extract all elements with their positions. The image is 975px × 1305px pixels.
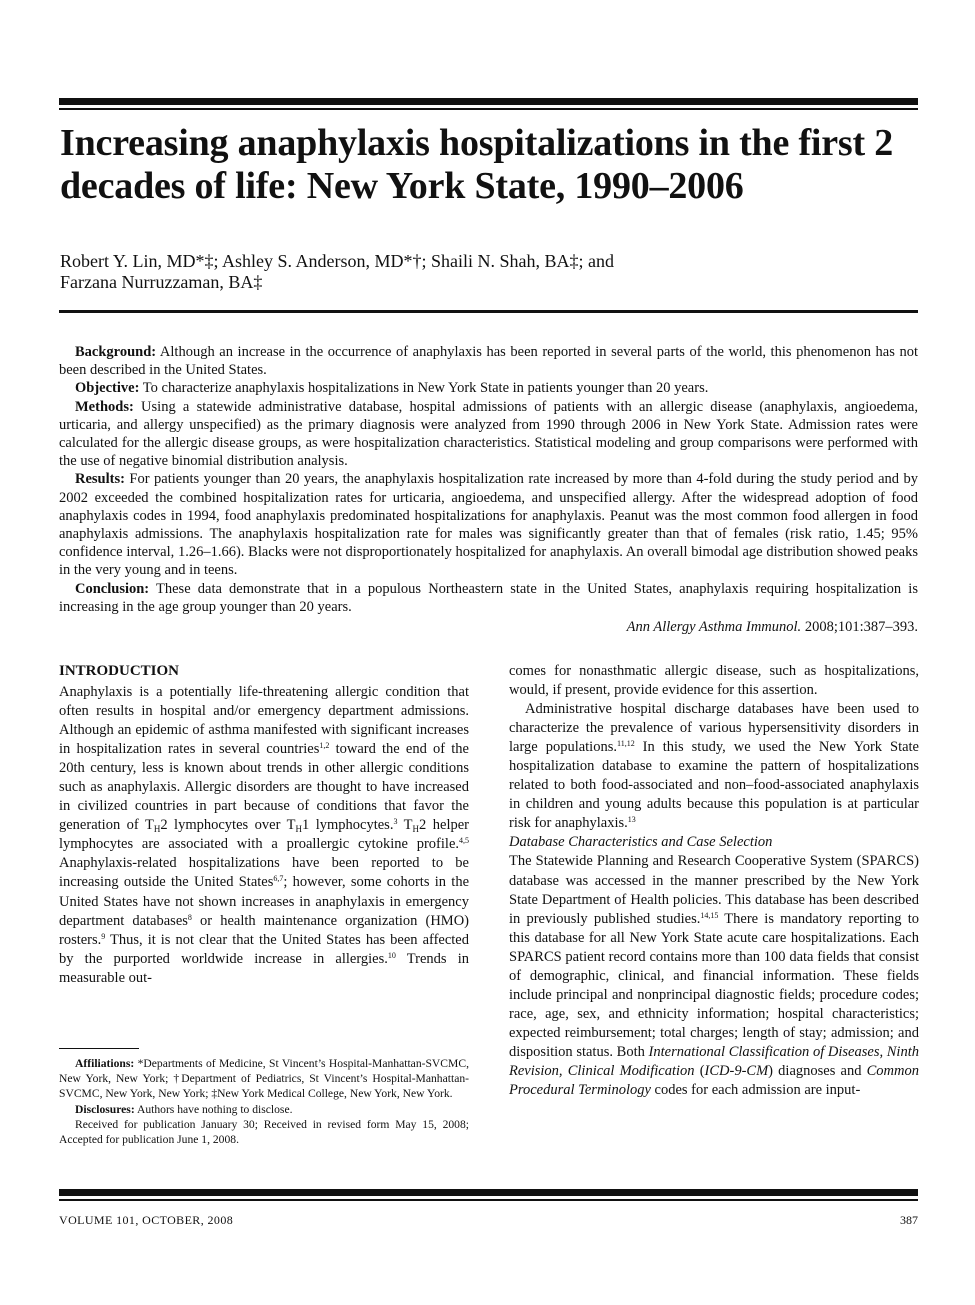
intro-text: toward the end of the 20th century, less is known about trends in other allergic conditions such as anaphylaxis. Allergic disorders are thought to have increased in civilized countries in part because of conditions that favor the generation of T <box>59 741 469 834</box>
body-text: Administrative hospital discharge databases have been used to characterize the prevalence of various hypersensitivity disorders in large populations. <box>509 701 919 756</box>
conclusion-label: Conclusion: <box>75 580 150 597</box>
article-title: Increasing anaphylaxis hospitalizations in the first 2 decades of life: New York State, 1990–2006 <box>60 122 894 207</box>
citation <box>59 618 918 636</box>
ref-superscript: 6,7 <box>273 874 284 884</box>
right-paragraph-1: comes for nonasthmatic allergic disease, such as hospitalizations, would, if present, provide evidence for this assertion. <box>509 663 919 699</box>
citation-ref: 2008;101:387–393. <box>804 619 918 636</box>
ref-superscript: 8 <box>187 912 192 922</box>
intro-text: Anaphylaxis is a potentially life-threatening allergic condition that often results in hospital and/or emergency department admissions. Although an epidemic of asthma manifested with significant increases in hospitalization rates in several countries <box>59 684 469 758</box>
footer-volume: VOLUME 101, OCTOBER, 2008 <box>59 1213 234 1227</box>
abstract-background <box>59 343 918 379</box>
citation-journal: Ann Allergy Asthma Immunol. <box>626 619 802 636</box>
abstract <box>59 343 918 636</box>
disclosures-note <box>59 1102 469 1117</box>
conclusion-text: These data demonstrate that in a populous Northeastern state in the United States, anaphylaxis requiring hospitalization is increasing in the age group younger than 20 years. <box>59 580 918 615</box>
body-text: ) diagnoses and <box>768 1062 867 1079</box>
intro-text: 2 lymphocytes over T <box>160 817 296 834</box>
subscript-h: H <box>153 824 161 835</box>
intro-text: Trends in measurable out- <box>59 950 469 986</box>
affiliations-note <box>59 1056 469 1102</box>
authors-line-1: Robert Y. Lin, MD*‡; Ashley S. Anderson, MD*†; Shaili N. Shah, BA‡; and <box>60 251 615 271</box>
body-text: There is mandatory reporting to this database for all New York State acute care hospitalizations. Each SPARCS patient record contains more than 100 data fields that consist of demographic, clinical, and financial information. These fields include principal and nonprincipal diagnostic fields; procedure codes; race, age, sex, and ethnicity information; hospital characteristics; expected reimbursement; total charges; length of stay; admission; and disposition status. Both <box>509 910 919 1060</box>
italic-term: ICD-9-CM <box>704 1062 769 1079</box>
body-text: In this study, we used the New York State hospitalization database to examine the pattern of hospitalizations related to both food-associated and non–food-associated anaphylaxis in children and young adults because this population is at particular risk for anaphylaxis. <box>509 739 919 832</box>
intro-text: ; however, some cohorts in the United States have not shown increases in anaphylaxis in emergency department databases <box>59 874 470 929</box>
left-column <box>59 662 469 988</box>
ref-superscript: 4,5 <box>459 836 469 846</box>
affiliations-text: *Departments of Medicine, St Vincent’s Hospital-Manhattan-SVCMC, New York, New York; †Department of Pediatrics, St Vincent’s Hospital-Manhattan-SVCMC, New York, New York; ‡New York Medical College, New York, New York. <box>59 1057 469 1101</box>
objective-text: To characterize anaphylaxis hospitalizations in New York State in patients younger than 20 years. <box>142 380 709 397</box>
intro-text: 1 lymphocytes. <box>301 817 394 834</box>
ref-superscript: 3 <box>393 817 398 827</box>
ref-superscript: 11,12 <box>616 739 635 749</box>
objective-label: Objective: <box>75 380 140 397</box>
authors-line-2: Farzana Nurruzzaman, BA‡ <box>60 272 263 292</box>
subscript-h: H <box>412 824 420 835</box>
intro-text: Anaphylaxis-related hospitalizations have been reported to be increasing outside the United States <box>59 855 469 891</box>
ref-superscript: 10 <box>387 950 396 960</box>
ref-superscript: 13 <box>627 815 636 825</box>
received-note: Received for publication January 30; Received in revised form May 15, 2008; Accepted for publication June 1, 2008. <box>59 1117 469 1147</box>
page-number: 387 <box>900 1213 918 1227</box>
affiliations-label: Affiliations: <box>75 1057 135 1070</box>
bottom-thick-rule <box>59 1189 918 1196</box>
background-text: Although an increase in the occurrence of anaphylaxis has been reported in several parts of the world, this phenomenon has not been described in the United States. <box>59 344 919 379</box>
body-text: ( <box>694 1062 705 1079</box>
methods-text: Using a statewide administrative database, hospital admissions of patients with an allergic disease (anaphylaxis, angioedema, urticaria, and allergy unspecified) as the primary diagnosis were analyzed from 1990 through 2006 in New York State. Admission rates were calculated for the allergic disease groups, as were hospitalization characteristics. Statistical modeling and group comparisons were performed with the use of negative binomial distribution analysis. <box>59 398 918 470</box>
right-column <box>509 662 919 1100</box>
results-label: Results: <box>75 471 125 488</box>
header-bottom-rule <box>59 310 918 313</box>
intro-text: 2 helper lymphocytes are associated with a proallergic cytokine profile. <box>59 817 469 853</box>
ref-superscript: 14,15 <box>700 910 719 920</box>
methods-label: Methods: <box>75 398 134 415</box>
top-thin-rule <box>59 108 918 110</box>
section-subheading: Database Characteristics and Case Selection <box>509 834 773 851</box>
abstract-methods <box>59 398 918 471</box>
body-text: The Statewide Planning and Research Cooperative System (SPARCS) database was accessed in the manner prescribed by the New York State Department of Health policies. This database has been described in previously published studies. <box>509 853 919 927</box>
intro-text: or health maintenance organization (HMO) rosters. <box>59 912 469 948</box>
intro-text: T <box>397 817 413 834</box>
italic-term: Common Procedural Terminology <box>509 1062 919 1099</box>
intro-paragraph-1 <box>59 683 469 988</box>
body-text: codes for each admission are input- <box>650 1082 861 1099</box>
bottom-thin-rule <box>59 1199 918 1201</box>
introduction-heading: INTRODUCTION <box>59 663 180 679</box>
footnote-rule <box>59 1048 139 1049</box>
right-paragraph-2 <box>509 700 919 833</box>
intro-text: Thus, it is not clear that the United States has been affected by the purported worldwide increase in allergies. <box>59 931 469 967</box>
abstract-objective <box>59 379 918 397</box>
footnotes <box>59 1056 469 1147</box>
subscript-h: H <box>295 824 302 835</box>
author-list <box>60 251 920 293</box>
abstract-results <box>59 470 918 579</box>
results-text: For patients younger than 20 years, the anaphylaxis hospitalization rate increased by more than 4-fold during the study period and by 2002 exceeded the combined hospitalization rates for urticaria, angioedema, and unspecified allergy. After the widespread adoption of food anaphylaxis codes in 1994, food anaphylaxis predominated hospitalizations for anaphylaxis. Peanut was the most common food allergen in food anaphylaxis admissions. The anaphylaxis hospitalization rate for males was significantly greater than that of females (risk ratio, 1.45; 95% confidence interval, 1.26–1.66). Blacks were not disproportionately hospitalized for anaphylaxis. An overall bimodal age distribution showed peaks in the very young and in teens. <box>59 471 919 579</box>
disclosures-label: Disclosures: <box>75 1102 135 1116</box>
abstract-conclusion <box>59 580 918 616</box>
ref-superscript: 9 <box>101 931 106 941</box>
top-thick-rule <box>59 98 918 105</box>
right-paragraph-3 <box>509 852 919 1100</box>
italic-term: International Classification of Diseases, Ninth Revision, Clinical Modification <box>509 1043 919 1079</box>
ref-superscript: 1,2 <box>319 741 330 751</box>
disclosures-text: Authors have nothing to disclose. <box>136 1102 293 1116</box>
background-label: Background: <box>75 344 157 360</box>
